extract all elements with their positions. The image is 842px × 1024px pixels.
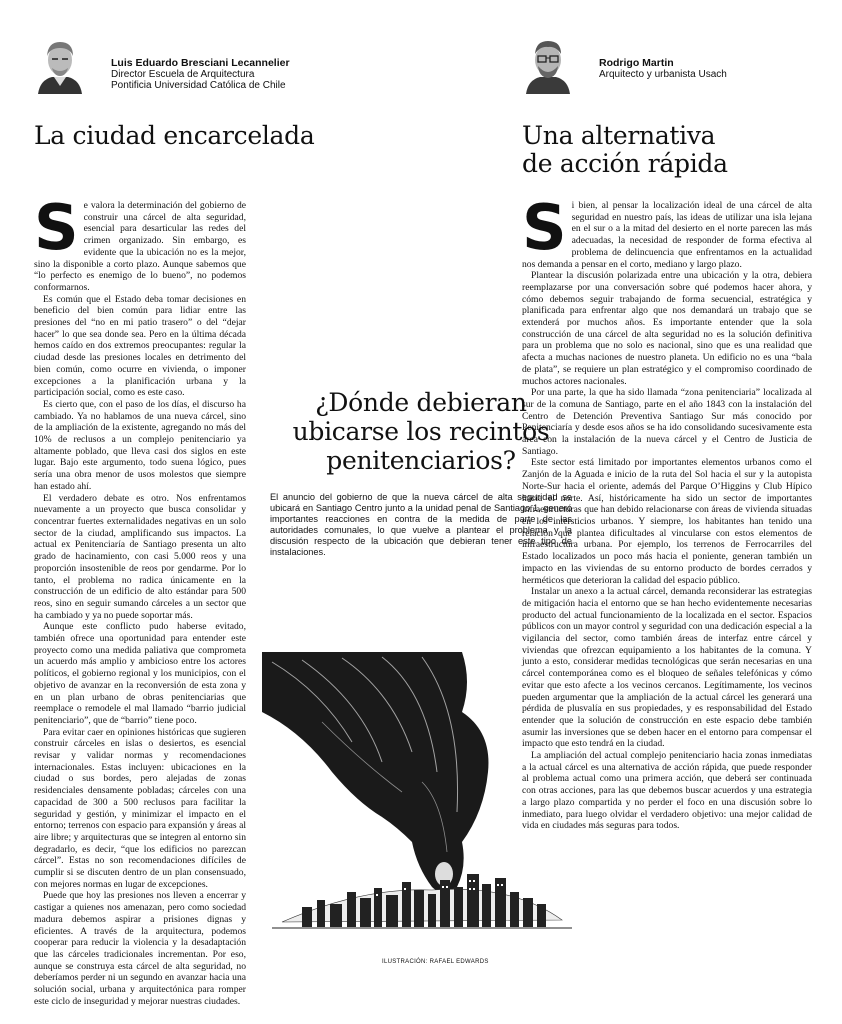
left-author-role: Director Escuela de Arquitectura [111,69,255,80]
center-lede: El anuncio del gobierno de que la nueva cárcel de alta seguridad se ubicará en Santiago Centro junto a la unidad penal de Santiago 1, generó importantes reacciones en contra de la medida de parte de las autoridades comunales, lo que vuelve a plantear el problema y la discusión respecto de la ubicación que debieran tener este tipo de instalaciones. [270,492,572,557]
right-author-byline [599,58,819,80]
right-paragraph-2: Plantear la discusión polarizada entre una ubicación y la otra, debiera reemplazarse por una conversación sobre qué podemos hacer ahora, y cómo debemos seguir trabajando de forma secuencial, estratégica y planificada para enfrentar algo que nos demandará un trabajo que se extenderá por muchos años. Es importante entender que la sola construcción de una cárcel de alta seguridad no es la solución definitiva para un problema que no solo es nacional, sino que es una realidad que afecta a muchas naciones de nuestro planeta. Un edificio no es una “bala de plata”, se requiere un plan estratégico y el compromiso coordinado de muchos actores nacionales. [522,270,812,387]
left-paragraph-3: Es cierto que, con el paso de los días, el discurso ha cambiado. Ya no hablamos de una nueva cárcel, sino de la ampliación de la existente, agregando no más del 10% de reclusos a un complejo penitenciario ya altamente poblado, que lleva casi dos siglos en este lugar. Bajo este argumento, todo suena lógico, pues sería una obra menor de usos molestos que siempre han estado ahí. [34,398,246,492]
left-paragraph-5: Aunque este conflicto pudo haberse evitado, también ofrece una oportunidad para entender este proyecto como una medida paliativa que comprometa un acuerdo más amplio y ambicioso entre los actores políticos, el gobierno regional y los municipios, con el objetivo de avanzar en la reconversión de esta zona y en un plan urbano de obras penitenciarias que reemplace o remodele el mal llamado “barrio judicial penitenciario”, que de “barrio” tiene poco. [34,621,246,726]
left-drop-cap: S [34,191,79,264]
left-paragraph-1: Se valora la determinación del gobierno de construir una cárcel de alta seguridad, esencial para desarticular las redes del crimen organizado. Sin embargo, es evidente que la ubicación no es la mejor, sino la disponible a corto plazo. Aunque sabemos que “lo perfecto es enemigo de lo bueno”, no podemos conformarnos. [34,191,246,293]
illustration-credit: ILUSTRACIÓN: RAFAEL EDWARDS [382,959,489,965]
left-article-title: La ciudad encarcelada [34,121,315,150]
author-photo-icon [34,34,86,94]
right-author-role: Arquitecto y urbanista Usach [599,69,727,80]
left-paragraph-2: Es común que el Estado deba tomar decisiones en beneficio del bien común para lidiar entre las presiones del “no en mi patio trasero” o del “dejar hacer” lo que sea donde sea. Pero en la última década hemos caído en dos extremos preocupantes: regular la ciudad desde las presiones locales en detrimento del bien común, como ocurre en vivienda, o imponer excepciones a la planificación urbana y la participación social, como es este caso. [34,293,246,399]
right-article-title: Una alternativa de acción rápida [522,121,728,178]
left-author-portrait [34,34,86,98]
left-author-name: Luis Eduardo Bresciani Lecannelier [111,57,290,69]
right-article-body [522,191,812,832]
left-author-org: Pontificia Universidad Católica de Chile [111,80,286,91]
left-article-body [34,191,246,1008]
right-paragraph-5: Instalar un anexo a la actual cárcel, demanda reconsiderar las estrategias de mitigación hacia el entorno que se han hecho evidentemente necesarias producto del actual funcionamiento de la localizada en el sector. Espacios públicos con un mayor control y seguridad con una dedicación especial a la vigilancia del sector, como también áreas de interfaz entre cárcel y viviendas que ofrezcan equipamiento a los habitantes de la comuna. Y junto a esto, considerar medidas tecnológicas que serán necesarias en una cárcel contemporánea como es el bloqueo de señales telefónicas y cómo evitar que esto afecte a los vecinos cercanos. Legítimamente, los vecinos pueden argumentar que la ampliación de la actual cárcel les generará una pérdida de plusvalía en sus propiedades, y es responsabilidad del Estado entender que la solución de construcción en este espacio debe también asumir las inversiones que se deben hacer en el entorno para compensar el impacto que esto tendrá en la ciudad. [522,586,812,750]
author-photo-icon [522,34,574,94]
right-paragraph-1: Si bien, al pensar la localización ideal de una cárcel de alta seguridad en nuestro país, las ideas de utilizar una isla lejana en el sur o a la mitad del desierto en el norte parecen las más adecuadas, la necesidad de responder de forma efectiva al problema de delincuencia que enfrentamos en la actualidad nos demanda a pensar en el corto, mediano y largo plazo. [522,191,812,270]
left-paragraph-7: Puede que hoy las presiones nos lleven a encerrar y castigar a quienes nos amenazan, pero como sociedad madura debemos aspirar a prisiones dignas y eficientes. A través de la arquitectura, podemos cooperar para reducir la violencia y la desadaptación que las cárceles tradicionales incrementan. Por eso, aunque se construya esta cárcel de alta seguridad, no deberíamos perder ni un segundo en avanzar hacia una solución social, urbana y arquitectónica para romper este ciclo de inseguridad y mejorar nuestras ciudades. [34,890,246,1007]
left-paragraph-6: Para evitar caer en opiniones históricas que sugieren construir cárceles en islas o desiertos, es esencial revisar y validar normas y recomendaciones internacionales. Estas incluyen: ubicaciones en la ciudad o sus bordes, pero alejadas de zonas residenciales densamente pobladas; cárceles con una capacidad de 300 a 500 reclusos para facilitar la seguridad y gestión, y minimizar el impacto en el entorno; terrenos con espacio para expansión y áreas al aire libre; y arquitecturas que se integren al entorno sin degradarlo, es decir, “que los edificios no parezcan cárcel”. Estas no son recomendaciones difíciles de cumplir si se discuten dentro de un plan consensuado, con mejores normas en lugar de excepciones. [34,726,246,890]
right-paragraph-3: Por una parte, la que ha sido llamada “zona penitenciaria” localizada al sur de la comuna de Santiago, parte en el año 1843 con la instalación del Centro de Detención Preventiva Santiago Sur más conocido por Penitenciaría y desde esos años se ha ido consolidando sucesivamente esta área con la instalación de la nueva cárcel y el Centro de Justicia de Santiago. [522,387,812,457]
right-drop-cap: S [522,191,567,264]
left-author-byline [111,58,331,91]
right-paragraph-4: Este sector está limitado por importantes elementos urbanos como el Zanjón de la Aguada e inicio de la ruta del Sol hacia el sur y la autopista Norte-Sur hacia el oriente, además del Parque O’Higgins y Club Hípico hacia el norte. Así, históricamente ha sido un sector de importantes infraestructuras que han debido relacionarse con áreas de vivienda situadas en los intersticios urbanos. Y siempre, los habitantes han tenido una relación que plantea dificultades al vincularse con estos elementos de infraestructura urbana. Por ejemplo, los terrenos de Ferrocarriles del Estado localizados un poco más hacia el poniente, generan también un impacto en las viviendas de su entorno producto de bordes cerrados y herméticos que deterioran la calidad del espacio público. [522,457,812,586]
right-paragraph-6: La ampliación del actual complejo penitenciario hacia zonas inmediatas a la actual cárcel es una alternativa de acción rápida, que puede responder al problema actual como una primera acción, que deberá ser continuada con otras acciones, para las que debemos buscar acuerdos y una estrategia a largo plazo compartida y no perder el foco en una discusión sobre lo inmediato, para luego olvidar el verdadero objetivo: una mejor calidad de vida en ciudades más seguras para todos. [522,750,812,832]
right-author-portrait [522,34,574,98]
left-paragraph-4: El verdadero debate es otro. Nos enfrentamos nuevamente a un proyecto que busca consolidar y concentrar fuertes externalidades negativas en un solo sector de la ciudad, amplificando sus impactos. La actual ex Penitenciaría de Santiago presenta un alto grado de hacinamiento, con casi 5.000 reos y una proporción insostenible de reos por gendarme. Por lo tanto, el problema no radica únicamente en la construcción de un edificio de alto estándar para 500 reos, sino en seguir sumando cárceles a un sector que ha cambiado y ya no puede soportar más. [34,492,246,621]
right-author-name: Rodrigo Martin [599,57,674,69]
center-headline: ¿Dónde debieran ubicarse los recintos penitenciarios? [292,388,550,475]
